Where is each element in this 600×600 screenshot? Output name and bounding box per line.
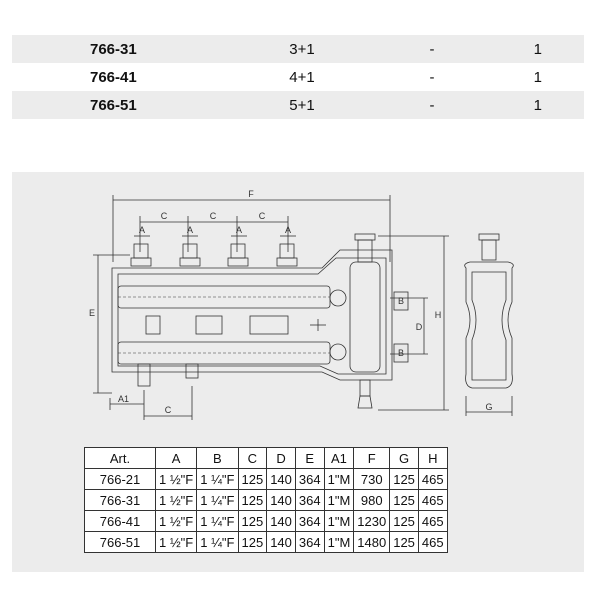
table-cell: 465 xyxy=(418,511,447,532)
manifold-front-view xyxy=(112,234,392,408)
article-code: 766-41 xyxy=(90,68,137,86)
dim-label-a: A xyxy=(235,225,243,235)
table-cell: 766-51 xyxy=(85,532,156,553)
table-cell: 140 xyxy=(267,511,296,532)
dim-label-c: C xyxy=(164,405,172,415)
dim-label-g: G xyxy=(485,402,493,412)
dim-label-d: D xyxy=(415,322,423,332)
table-cell: 125 xyxy=(390,469,419,490)
table-cell: 1230 xyxy=(354,511,390,532)
table-cell: 1"M xyxy=(324,490,354,511)
article-code: 766-31 xyxy=(12,35,242,63)
dim-label-e: E xyxy=(88,308,96,318)
spec-table xyxy=(84,447,448,553)
dim-label-c: C xyxy=(160,211,168,221)
dim-label-f: F xyxy=(248,189,254,199)
outlets-value: 4+1 xyxy=(289,68,315,86)
article-code: 766-51 xyxy=(12,91,242,119)
column-header: B xyxy=(197,448,238,469)
table-cell: 730 xyxy=(354,469,390,490)
table-cell: 766-41 xyxy=(85,511,156,532)
column-header: D xyxy=(267,448,296,469)
column-header: F xyxy=(354,448,390,469)
dim-label-c: C xyxy=(258,211,266,221)
dim-label-a1: A1 xyxy=(118,394,130,404)
dimension-a-row xyxy=(134,225,296,236)
table-cell: 364 xyxy=(295,490,324,511)
table-cell: 140 xyxy=(267,469,296,490)
table-header-row xyxy=(85,448,448,469)
dim-label-b: B xyxy=(397,348,405,358)
table-cell: 1"M xyxy=(324,511,354,532)
table-cell: 125 xyxy=(238,469,267,490)
table-cell: 766-31 xyxy=(85,490,156,511)
dash-value: - xyxy=(362,35,502,63)
column-header: C xyxy=(238,448,267,469)
table-cell: 1 ¼"F xyxy=(197,511,238,532)
table-cell: 125 xyxy=(238,490,267,511)
column-header: A1 xyxy=(324,448,354,469)
column-header: G xyxy=(390,448,419,469)
table-row xyxy=(85,490,448,511)
table-cell: 125 xyxy=(238,532,267,553)
table-cell: 125 xyxy=(238,511,267,532)
table-cell: 1 ¼"F xyxy=(197,532,238,553)
table-cell: 766-21 xyxy=(85,469,156,490)
table-cell: 140 xyxy=(267,490,296,511)
outlets-value: 3+1 xyxy=(242,35,362,63)
dimension-f xyxy=(113,189,390,262)
table-cell: 1"M xyxy=(324,469,354,490)
dim-label-c: C xyxy=(209,211,217,221)
table-row xyxy=(85,469,448,490)
table-cell: 364 xyxy=(295,532,324,553)
table-row xyxy=(85,511,448,532)
dimension-h xyxy=(378,236,449,410)
table-cell: 364 xyxy=(295,469,324,490)
table-cell: 125 xyxy=(390,511,419,532)
table-cell: 125 xyxy=(390,532,419,553)
dim-label-a: A xyxy=(138,225,146,235)
outlets-value: 5+1 xyxy=(242,91,362,119)
table-cell: 1 ½"F xyxy=(156,532,197,553)
dimension-a1-c xyxy=(110,386,192,420)
column-header: E xyxy=(295,448,324,469)
table-cell: 465 xyxy=(418,469,447,490)
column-header: H xyxy=(418,448,447,469)
quantity-value: 1 xyxy=(502,91,584,119)
table-cell: 980 xyxy=(354,490,390,511)
column-header: A xyxy=(156,448,197,469)
table-cell: 1 ¼"F xyxy=(197,469,238,490)
column-header: Art. xyxy=(85,448,156,469)
table-cell: 125 xyxy=(390,490,419,511)
table-cell: 1"M xyxy=(324,532,354,553)
table-cell: 465 xyxy=(418,532,447,553)
dim-label-a: A xyxy=(186,225,194,235)
dash-value: - xyxy=(362,91,502,119)
dim-label-a: A xyxy=(284,225,292,235)
dim-label-h: H xyxy=(434,310,442,320)
table-cell: 465 xyxy=(418,490,447,511)
table-cell: 1 ½"F xyxy=(156,490,197,511)
table-row xyxy=(85,532,448,553)
table-cell: 1 ½"F xyxy=(156,469,197,490)
dimension-b-d xyxy=(390,292,428,362)
manifold-side-view xyxy=(465,234,514,416)
dim-label-b: B xyxy=(397,296,405,306)
dimension-c-row xyxy=(140,211,288,252)
quantity-value: 1 xyxy=(502,35,584,63)
table-cell: 1 ¼"F xyxy=(197,490,238,511)
table-cell: 1 ½"F xyxy=(156,511,197,532)
dash-value: - xyxy=(429,68,435,86)
quantity-value: 1 xyxy=(533,68,542,86)
table-cell: 140 xyxy=(267,532,296,553)
table-cell: 1480 xyxy=(354,532,390,553)
table-cell: 364 xyxy=(295,511,324,532)
